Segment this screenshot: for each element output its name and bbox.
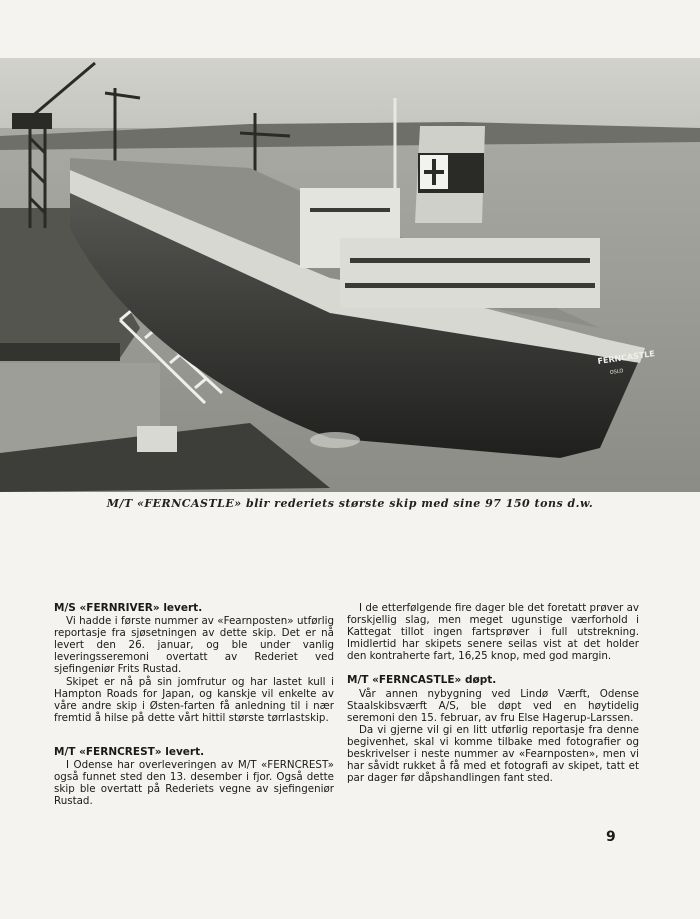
photo-caption: M/T «FERNCASTLE» blir rederiets største skip med sine 97 150 tons d.w. bbox=[106, 497, 594, 510]
ship-photo bbox=[0, 58, 700, 492]
left-column bbox=[54, 602, 334, 807]
page-number: 9 bbox=[606, 829, 616, 845]
article-paragraph: Vår annen nybygning ved Lindø Værft, Odense Staalskibsværft A/S, ble døpt ved en høytidelig seremoni den 15. februar, av fru Else Hagerup-Larssen. bbox=[347, 687, 639, 724]
ship-name-label: FERNCASTLE bbox=[597, 349, 656, 366]
article-paragraph: Skipet er nå på sin jomfrutur og har lastet kull i Hampton Roads for Japan, og kanskje vil enkelte av våre andre skip i Østen-farten få anledning til i nær fremtid å hilse på dette vårt hittil største tørrlastskip. bbox=[54, 675, 334, 724]
article-heading-ferncastle: M/T «FERNCASTLE» døpt. bbox=[347, 674, 497, 687]
article-paragraph: I Odense har overleveringen av M/T «FERNCREST» også funnet sted den 13. desember i fjor. Også dette skip ble overtatt på Rederiets vegne av sjefingeniør Rustad. bbox=[54, 759, 334, 808]
article-paragraph: I de etterfølgende fire dager ble det foretatt prøver av forskjellig slag, men meget ugunstige værforhold i Kattegat tillot ingen fartsprøver i full utstrekning. Imidlertid har skipets senere seilas vist at det holder den kontraherte fart, 16,25 knop, med god margin. bbox=[347, 602, 639, 663]
article-paragraph: Da vi gjerne vil gi en litt utførlig reportasje fra denne begivenhet, skal vi komme tilbake med fotografier og beskrivelser i neste nummer av «Fearnposten», men vi har såvidt rukket å få med et fotografi av skipet, tatt et par dager før dåpshandlingen fant sted. bbox=[347, 723, 639, 785]
article-paragraph: Vi hadde i første nummer av «Fearnposten» utførlig reportasje fra sjøsetningen av dette skip. Det er nå levert den 26. januar, og ble under vanlig leveringsseremoni overtatt av Rederiet ved sjefingeniør Frits Rustad. bbox=[54, 615, 334, 676]
article-heading-fernriver: M/S «FERNRIVER» levert. bbox=[54, 602, 203, 614]
ship-port-label: OSLO bbox=[609, 368, 624, 376]
right-column bbox=[347, 602, 639, 784]
article-heading-ferncrest: M/T «FERNCREST» levert. bbox=[54, 745, 205, 758]
